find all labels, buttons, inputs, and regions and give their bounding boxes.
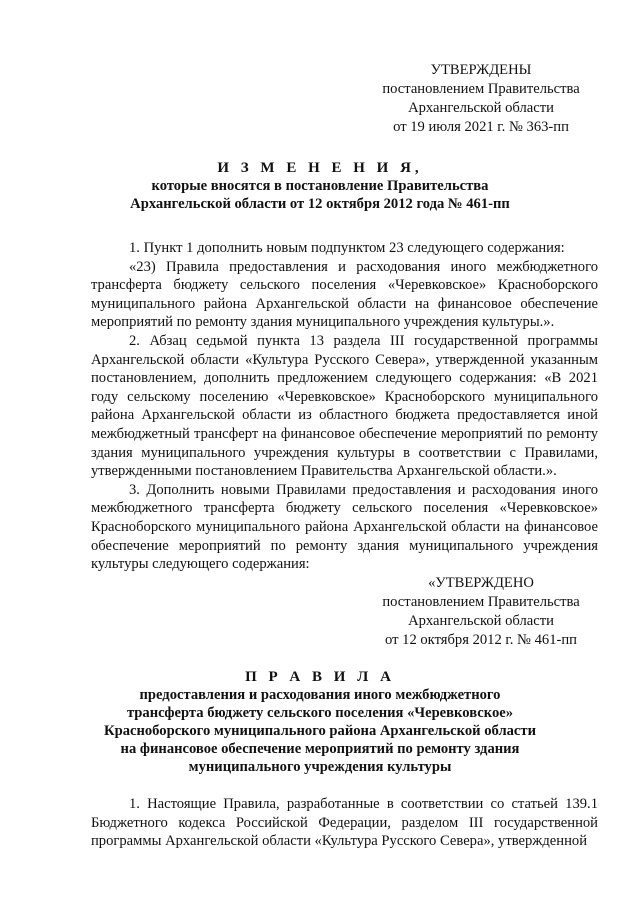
changes-subtitle-line: Архангельской области от 12 октября 2012 года № 461-пп	[130, 196, 510, 212]
changes-body	[91, 239, 598, 574]
rules-subtitle-line: трансферта бюджету сельского поселения «Черевковское»	[126, 705, 514, 721]
rules-subtitle-line: муниципального учреждения культуры	[188, 759, 452, 775]
rules-subtitle-line: предоставления и расходования иного межбюджетного	[139, 687, 501, 703]
rules-subtitle-line: на финансовое обеспечение мероприятий по ремонту здания	[120, 741, 520, 757]
changes-subtitle-line: которые вносятся в постановление Правительства	[151, 178, 489, 194]
approval-title: УТВЕРЖДЕНЫ	[430, 62, 532, 78]
changes-heading	[60, 159, 580, 213]
approval-stamp-inner	[351, 574, 611, 650]
changes-title: И З М Е Н Е Н И Я,	[217, 160, 423, 176]
paragraph: 2. Абзац седьмой пункта 13 раздела III государственной программы Архангельской области «Культура Русского Севера», утвержденной указанным постановлением, дополнить предложением следующего содержания: «В 2021 году сельскому поселению «Черевковское» Красноборского муниципального района Архангельской области из областного бюджета предоставляется иной межбюджетный трансферт на финансовое обеспечение мероприятий по ремонту здания муниципального учреждения культуры в соответствии с Правилами, утвержденными постановлением Правительства Архангельской области.».	[91, 332, 598, 480]
approval-title: «УТВЕРЖДЕНО	[428, 575, 534, 591]
rules-subtitle-line: Красноборского муниципального района Архангельской области	[104, 723, 536, 739]
paragraph: «23) Правила предоставления и расходования иного межбюджетного трансферта бюджету сельского поселения «Черевковское» Красноборского муниципального района Архангельской области на финансовое обеспечение мероприятий по ремонту здания муниципального учреждения культуры.».	[91, 258, 598, 331]
approval-date: от 19 июля 2021 г. № 363-пп	[393, 119, 569, 135]
approval-line: постановлением Правительства	[382, 594, 580, 610]
rules-title: П Р А В И Л А	[245, 669, 395, 685]
approval-stamp-top	[351, 61, 611, 137]
rules-heading	[60, 668, 580, 776]
paragraph: 1. Настоящие Правила, разработанные в соответствии со статьей 139.1 Бюджетного кодекса Российской Федерации, разделом III государственной программы Архангельской области «Культура Русского Севера», утвержденной	[91, 796, 598, 850]
approval-line: Архангельской области	[408, 613, 554, 629]
paragraph: 3. Дополнить новыми Правилами предоставления и расходования иного межбюджетного трансферта бюджету сельского поселения «Черевковское» Красноборского муниципального района Архангельской области на финансовое обеспечение мероприятий по ремонту здания муниципального учреждения культуры следующего содержания:	[91, 481, 598, 573]
approval-date: от 12 октября 2012 г. № 461-пп	[385, 632, 577, 648]
approval-line: Архангельской области	[408, 100, 554, 116]
rules-body	[91, 795, 598, 851]
paragraph: 1. Пункт 1 дополнить новым подпунктом 23 следующего содержания:	[129, 240, 565, 256]
approval-line: постановлением Правительства	[382, 81, 580, 97]
